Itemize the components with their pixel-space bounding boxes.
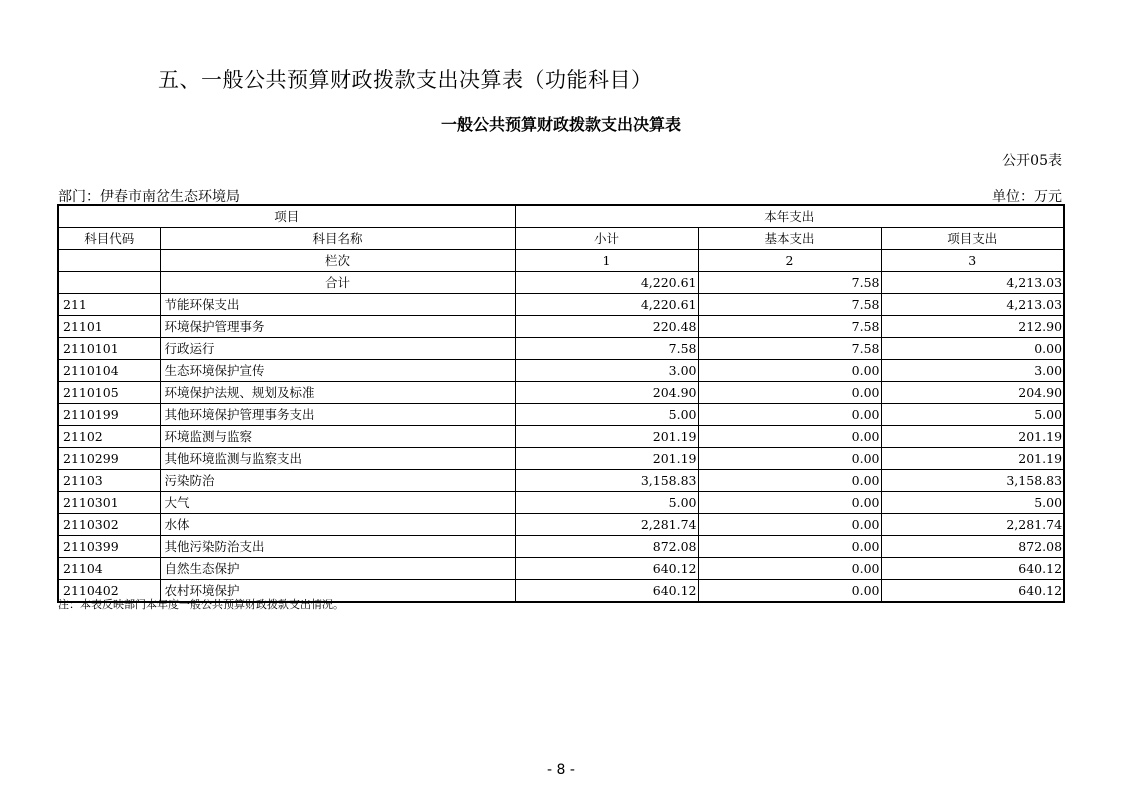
cell-code: 211: [58, 294, 160, 316]
table-title: 一般公共预算财政拨款支出决算表: [440, 115, 681, 134]
cell-name: 农村环境保护: [160, 580, 515, 603]
header-basic: 基本支出: [698, 228, 881, 250]
cell-code: 2110101: [58, 338, 160, 360]
cell-project: 4,213.03: [881, 294, 1064, 316]
header-subtotal: 小计: [515, 228, 698, 250]
cell-name: 大气: [160, 492, 515, 514]
cell-name: 自然生态保护: [160, 558, 515, 580]
cell-basic: 0.00: [698, 426, 881, 448]
cell-project: 872.08: [881, 536, 1064, 558]
total-code-blank: [58, 272, 160, 294]
table-row: [58, 558, 1064, 580]
table-row: [58, 536, 1064, 558]
cell-basic: 7.58: [698, 316, 881, 338]
cell-project: 0.00: [881, 338, 1064, 360]
total-subtotal: 4,220.61: [515, 272, 698, 294]
cell-basic: 7.58: [698, 338, 881, 360]
cell-code: 2110199: [58, 404, 160, 426]
cell-code: 2110302: [58, 514, 160, 536]
cell-basic: 0.00: [698, 580, 881, 603]
cell-project: 3,158.83: [881, 470, 1064, 492]
cell-name: 水体: [160, 514, 515, 536]
cell-subtotal: 201.19: [515, 448, 698, 470]
table-row: [58, 514, 1064, 536]
cell-basic: 0.00: [698, 470, 881, 492]
header-col1: 1: [515, 250, 698, 272]
table-row: [58, 338, 1064, 360]
cell-project: 5.00: [881, 404, 1064, 426]
form-number: 公开05表: [1002, 153, 1062, 169]
cell-project: 640.12: [881, 580, 1064, 603]
cell-basic: 0.00: [698, 536, 881, 558]
cell-subtotal: 204.90: [515, 382, 698, 404]
cell-name: 生态环境保护宣传: [160, 360, 515, 382]
table-row: [58, 404, 1064, 426]
table-row: [58, 426, 1064, 448]
table-row: [58, 448, 1064, 470]
cell-name: 其他环境保护管理事务支出: [160, 404, 515, 426]
cell-subtotal: 872.08: [515, 536, 698, 558]
table-row: [58, 492, 1064, 514]
cell-name: 其他环境监测与监察支出: [160, 448, 515, 470]
section-title: 五、一般公共预算财政拨款支出决算表（功能科目）: [158, 68, 653, 92]
cell-name: 节能环保支出: [160, 294, 515, 316]
cell-name: 环境保护管理事务: [160, 316, 515, 338]
unit-label: 单位：万元: [992, 189, 1062, 205]
cell-basic: 0.00: [698, 404, 881, 426]
cell-subtotal: 4,220.61: [515, 294, 698, 316]
header-current-year: 本年支出: [515, 205, 1064, 228]
cell-code: 21104: [58, 558, 160, 580]
cell-project: 5.00: [881, 492, 1064, 514]
department-label: 部门：伊春市南岔生态环境局: [58, 189, 240, 205]
cell-subtotal: 2,281.74: [515, 514, 698, 536]
header-item: 项目: [58, 205, 515, 228]
header-row-2: [58, 228, 1064, 250]
header-column-index: 栏次: [160, 250, 515, 272]
total-row: [58, 272, 1064, 294]
cell-code: 21101: [58, 316, 160, 338]
cell-project: 3.00: [881, 360, 1064, 382]
cell-subtotal: 3,158.83: [515, 470, 698, 492]
cell-code: 21102: [58, 426, 160, 448]
cell-project: 201.19: [881, 426, 1064, 448]
cell-subtotal: 7.58: [515, 338, 698, 360]
table-row: [58, 470, 1064, 492]
cell-name: 污染防治: [160, 470, 515, 492]
header-col3: 3: [881, 250, 1064, 272]
cell-project: 204.90: [881, 382, 1064, 404]
total-basic: 7.58: [698, 272, 881, 294]
header-project: 项目支出: [881, 228, 1064, 250]
cell-name: 其他污染防治支出: [160, 536, 515, 558]
cell-project: 640.12: [881, 558, 1064, 580]
cell-basic: 7.58: [698, 294, 881, 316]
expenditure-table: [57, 204, 1065, 603]
table-note: 注：本表反映部门本年度一般公共预算财政拨款支出情况。: [58, 598, 344, 611]
cell-code: 2110104: [58, 360, 160, 382]
table-row: [58, 382, 1064, 404]
table-row: [58, 316, 1064, 338]
table-row: [58, 294, 1064, 316]
header-row-3: [58, 250, 1064, 272]
cell-code: 2110402: [58, 580, 160, 603]
page-number: - 8 -: [547, 762, 575, 778]
cell-name: 环境保护法规、规划及标准: [160, 382, 515, 404]
cell-subtotal: 3.00: [515, 360, 698, 382]
cell-subtotal: 220.48: [515, 316, 698, 338]
cell-subtotal: 640.12: [515, 558, 698, 580]
header-col2: 2: [698, 250, 881, 272]
column-index-blank: [58, 250, 160, 272]
cell-name: 行政运行: [160, 338, 515, 360]
cell-project: 201.19: [881, 448, 1064, 470]
header-code: 科目代码: [58, 228, 160, 250]
table-row: [58, 360, 1064, 382]
cell-subtotal: 5.00: [515, 404, 698, 426]
cell-basic: 0.00: [698, 360, 881, 382]
cell-subtotal: 5.00: [515, 492, 698, 514]
cell-basic: 0.00: [698, 558, 881, 580]
cell-basic: 0.00: [698, 514, 881, 536]
cell-basic: 0.00: [698, 492, 881, 514]
cell-code: 21103: [58, 470, 160, 492]
total-label: 合计: [160, 272, 515, 294]
header-row-1: [58, 205, 1064, 228]
cell-name: 环境监测与监察: [160, 426, 515, 448]
cell-basic: 0.00: [698, 382, 881, 404]
header-name: 科目名称: [160, 228, 515, 250]
cell-code: 2110105: [58, 382, 160, 404]
cell-code: 2110399: [58, 536, 160, 558]
cell-basic: 0.00: [698, 448, 881, 470]
cell-code: 2110301: [58, 492, 160, 514]
cell-subtotal: 201.19: [515, 426, 698, 448]
cell-subtotal: 640.12: [515, 580, 698, 603]
cell-project: 212.90: [881, 316, 1064, 338]
cell-project: 2,281.74: [881, 514, 1064, 536]
cell-code: 2110299: [58, 448, 160, 470]
total-project: 4,213.03: [881, 272, 1064, 294]
